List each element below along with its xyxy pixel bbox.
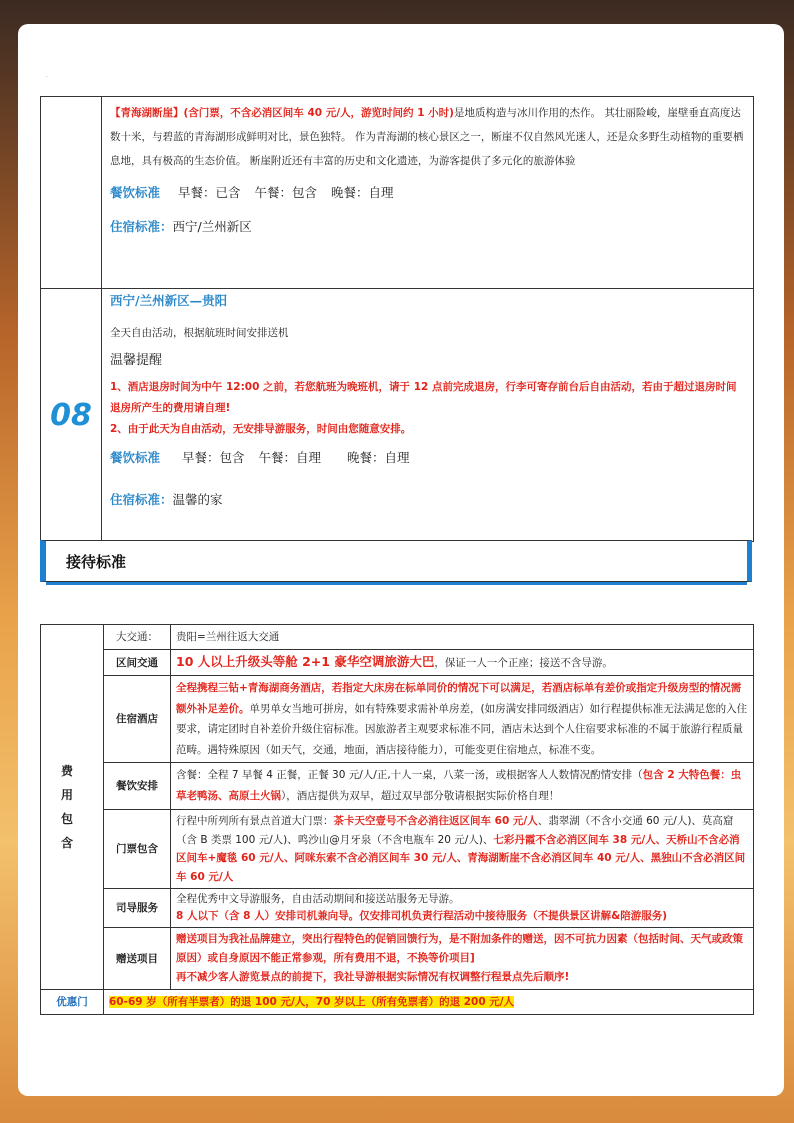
guide-highlight: 8 人以下（含 8 人）安排司机兼向导。仅安排司机负责行程活动中接待服务（不提供景区讲解&陪游服务) — [176, 910, 668, 922]
day8-route: 西宁/兰州新区—贵阳 — [110, 293, 228, 308]
meal-value — [171, 763, 754, 810]
gift-label: 赠送项目 — [104, 928, 171, 990]
page-mark: · — [46, 74, 48, 81]
fees-row-shuttle — [41, 650, 754, 676]
day8-activity: 全天自由活动，根据航班时间安排送机 — [110, 327, 289, 339]
hotel-highlight: 全程携程三钻+青海湖商务酒店，若指定大床房在标单同价的情况下可以满足，若酒店标单有差价或指定升级房型的情况需额外补足差价。 — [176, 682, 742, 715]
day8-body — [102, 289, 753, 541]
day-cell-empty — [41, 97, 102, 288]
fees-row-gift — [41, 928, 754, 990]
section-title: 接待标准 — [66, 552, 127, 571]
day8-number-cell — [41, 289, 102, 541]
day8-tip-2: 2、由于此天为自由活动，无安排导游服务，时间由您随意安排。 — [110, 423, 412, 435]
gift-highlight-2: 再不减少客人游览景点的前提下，我社导游根据实际情况有权调整行程景点先后顺序! — [176, 971, 570, 983]
hotel-rest: 单男单女当地可拼房，如有特殊要求需补单房差，(如房满安排同级酒店）如行程提供标准无法满足您的入住要求，请定团时自补差价升级住宿标准。因旅游者主观要求标准不同，酒店未达到个人住宿要求标准的不属于旅游行程质量范畴。遇特殊原因（如天气，交通，地面，酒店接待能力），可能变更住宿地点，标准不变。 — [176, 702, 748, 756]
fees-row-hotel — [41, 676, 754, 763]
shuttle-highlight: 10 人以上升级头等舱 2+1 豪华空调旅游大巴 — [176, 654, 435, 669]
ticket-value — [171, 810, 754, 889]
fees-row-transport — [41, 625, 754, 650]
ticket-text-2: 、翡翠湖（不含小交通 60 元/人)、莫高窟（含 B 类票 100 元/人)、鸣沙山@月牙泉（不含电瓶车 20 元/人)、 — [176, 815, 734, 846]
day8-hotel-value: 温馨的家 — [172, 492, 223, 507]
lake-title: 【青海湖断崖】(含门票，不含必消区间车 40 元/人，游览时间约 1 小时) — [110, 107, 454, 119]
lake-paragraph — [110, 101, 745, 173]
ticket-text-1: 行程中所列所有景点首道大门票： — [176, 815, 334, 827]
discount-label: 优惠门 — [41, 990, 104, 1015]
meal-highlight: 包含 2 大特色餐：虫草老鸭汤、高原土火锅 — [176, 769, 742, 802]
day7-dinner: 晚餐：自理 — [331, 185, 394, 200]
day8-lunch: 午餐：自理 — [258, 450, 322, 465]
guide-label: 司导服务 — [104, 889, 171, 928]
day8-breakfast: 早餐：包含 — [182, 450, 245, 465]
ticket-label: 门票包含 — [104, 810, 171, 889]
guide-text: 全程优秀中文导游服务，自由活动期间和接送站服务无导游。 — [176, 893, 460, 905]
itinerary-row-day7 — [40, 96, 754, 289]
day7-hotel — [110, 215, 745, 239]
discount-value — [104, 990, 754, 1015]
hotel-label: 住宿酒店 — [104, 676, 171, 763]
day8-hotel-label: 住宿标准： — [110, 492, 173, 507]
day7-meals — [110, 181, 745, 205]
meal-text-2: ），酒店提供为双早，超过双早部分敬请根据实际价格自理！ — [281, 790, 560, 802]
lake-description: 是地质构造与冰川作用的杰作。 其壮丽险峻，崖壁垂直高度达数十米，与碧蓝的青海湖形成鲜明对比，景色独特。 作为青海湖的核心景区之一，断崖不仅自然风光迷人，还是众多野生动植物的重要栖息地，具有极高的生态价值。 断崖附近还有丰富的历史和文化遗迹，为游客提供了多元化的旅游体验 — [110, 107, 744, 167]
day8-meal-label: 餐饮标准 — [110, 450, 161, 465]
section-header — [40, 540, 752, 582]
fees-category: 费 用 包 含 — [41, 625, 104, 990]
day8-hotel — [110, 490, 745, 510]
shuttle-rest: ，保证一人一个正座；接送不含导游。 — [434, 657, 613, 669]
gift-highlight-1: 赠送项目为我社品牌建立，突出行程特色的促销回馈行为，是不附加条件的赠送，因不可抗力因素（包括时间、天气或政策原因）或自身原因不能正常参观，所有费用不退，不换等价项目] — [176, 933, 743, 964]
shuttle-value — [171, 650, 754, 676]
itinerary-row-day8 — [40, 289, 754, 542]
day7-hotel-label: 住宿标准： — [110, 219, 173, 234]
day7-hotel-value: 西宁/兰州新区 — [172, 219, 252, 234]
page-sheet — [18, 24, 784, 1096]
shuttle-label: 区间交通 — [104, 650, 171, 676]
fees-row-discount — [41, 990, 754, 1015]
guide-value — [171, 889, 754, 928]
day7-body — [102, 97, 753, 288]
transport-label: 大交通： — [104, 625, 171, 650]
fees-row-guide — [41, 889, 754, 928]
discount-text: 60-69 岁（所有半票者）的退 100 元/人，70 岁以上（所有免票者）的退 200 元/人 — [109, 996, 515, 1008]
fees-row-ticket — [41, 810, 754, 889]
day8-dinner: 晚餐：自理 — [347, 450, 410, 465]
day8-tip-1: 1、酒店退房时间为中午 12:00 之前，若您航班为晚班机，请于 12 点前完成退房，行李可寄存前台后自由活动，若由于超过退房时间退房所产生的费用请自理! — [110, 381, 737, 414]
ticket-highlight-2: 七彩丹霞不含必消区间车 38 元/人、天桥山不含必消区间车+魔毯 60 元/人、阿咪东索不含必消区间车 30 元/人、青海湖断崖不含必消区间车 40 元/人、黑独山不含必消区间车 60 元/人 — [176, 833, 746, 883]
gift-value — [171, 928, 754, 990]
day8-number: 08 — [50, 397, 92, 433]
hotel-value — [171, 676, 754, 763]
day7-breakfast: 早餐：已含 — [178, 185, 241, 200]
day7-meal-label: 餐饮标准 — [110, 185, 161, 200]
ticket-highlight-1: 茶卡天空壹号不含必消往返区间车 60 元/人 — [333, 815, 538, 827]
meal-label: 餐饮安排 — [104, 763, 171, 810]
fees-table — [40, 624, 754, 1015]
day8-tips-title: 温馨提醒 — [110, 353, 163, 368]
day7-lunch: 午餐：包含 — [254, 185, 318, 200]
day8-meals — [110, 448, 745, 468]
transport-value: 贵阳=兰州往返大交通 — [171, 625, 754, 650]
itinerary-table — [40, 96, 754, 542]
fees-row-meal — [41, 763, 754, 810]
meal-text-1: 含餐：全程 7 早餐 4 正餐，正餐 30 元/人/正,十人一桌，八菜一汤，或根据客人人数情况酌情安排（ — [176, 769, 643, 781]
